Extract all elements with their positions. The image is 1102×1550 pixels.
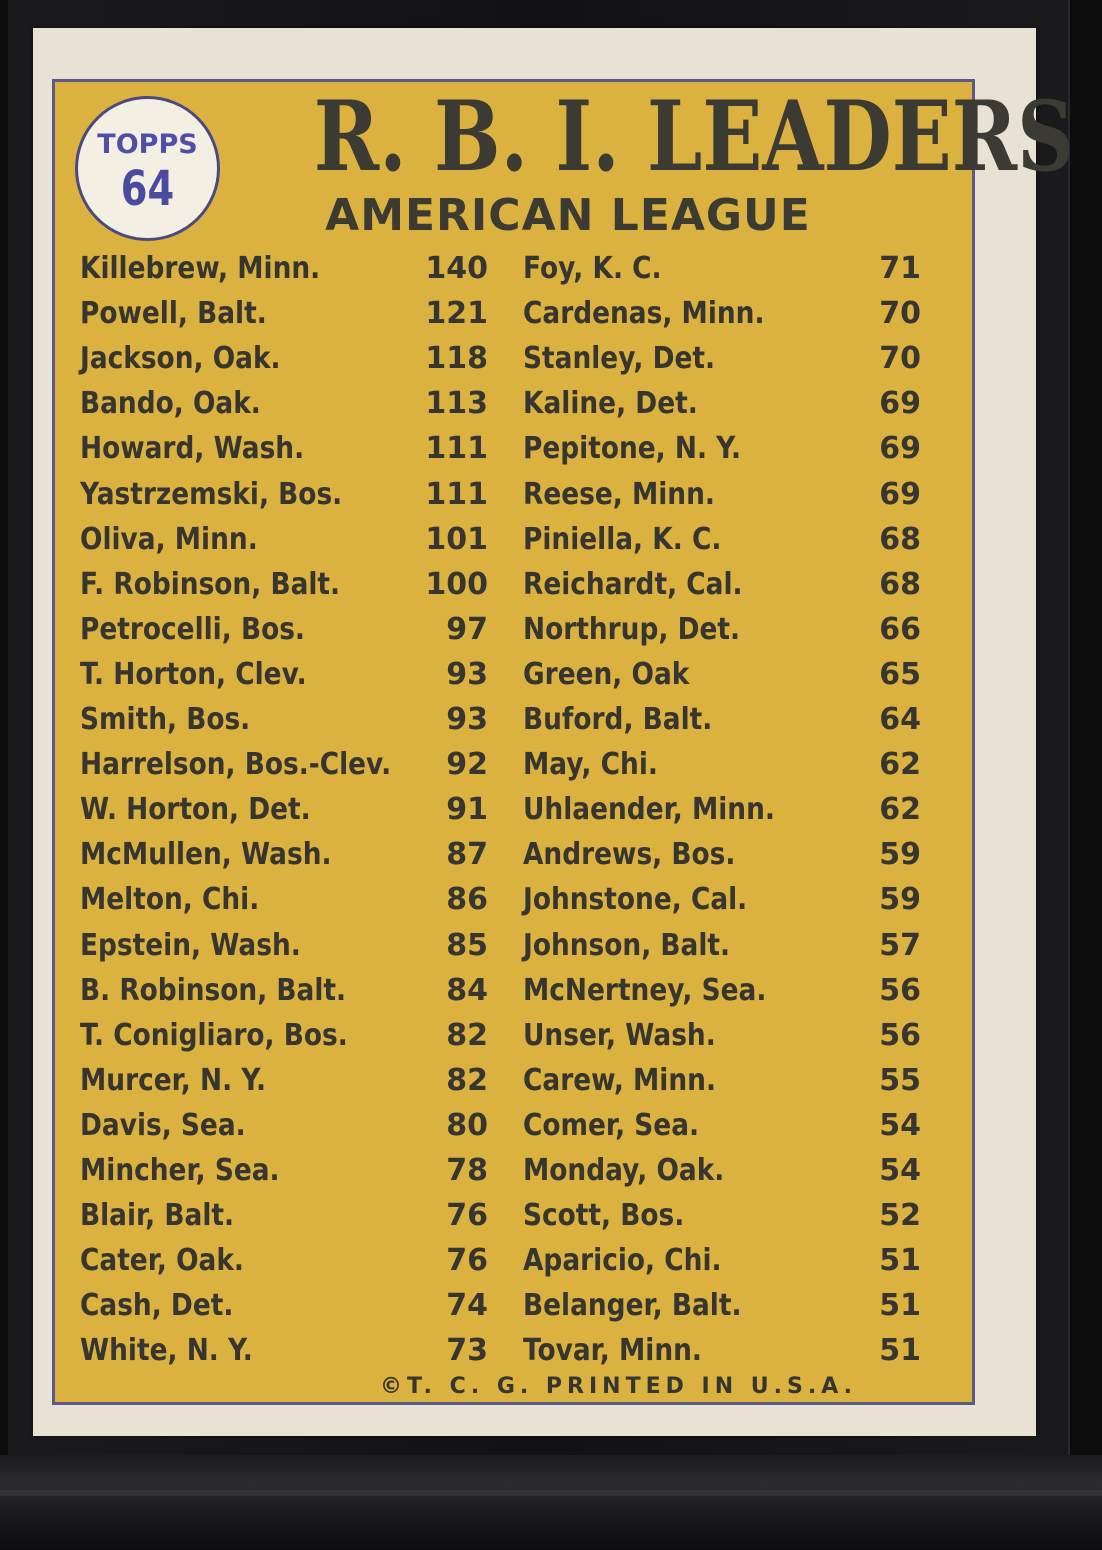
rbi-value: 113 xyxy=(425,386,488,422)
player-name: McNertney, Sea. xyxy=(523,972,767,1008)
leader-row xyxy=(523,610,921,650)
leader-row xyxy=(523,1151,921,1191)
leader-row xyxy=(523,790,921,830)
rbi-value: 111 xyxy=(425,476,488,512)
player-name: Unser, Wash. xyxy=(523,1017,716,1053)
player-name: Green, Oak xyxy=(523,656,690,692)
leader-row xyxy=(523,655,921,695)
player-name: Carew, Minn. xyxy=(523,1062,716,1098)
leader-row xyxy=(80,339,488,379)
leader-row xyxy=(523,520,921,560)
player-name: T. Horton, Clev. xyxy=(80,656,307,692)
rbi-value: 84 xyxy=(446,972,488,1008)
rbi-value: 52 xyxy=(879,1198,921,1234)
rbi-value: 92 xyxy=(446,747,488,783)
leader-row xyxy=(80,520,488,560)
leader-row xyxy=(80,1061,488,1101)
rbi-value: 74 xyxy=(446,1288,488,1324)
rbi-value: 121 xyxy=(425,296,488,332)
rbi-value: 82 xyxy=(446,1062,488,1098)
rbi-value: 86 xyxy=(446,882,488,918)
topps-badge xyxy=(75,96,220,241)
rbi-value: 91 xyxy=(446,792,488,828)
rbi-value: 59 xyxy=(879,837,921,873)
player-name: Melton, Chi. xyxy=(80,882,260,918)
player-name: Cardenas, Minn. xyxy=(523,296,765,332)
player-name: Comer, Sea. xyxy=(523,1107,700,1143)
player-name: Blair, Balt. xyxy=(80,1198,235,1234)
player-name: W. Horton, Det. xyxy=(80,792,311,828)
leader-row xyxy=(80,249,488,289)
player-name: Yastrzemski, Bos. xyxy=(80,476,343,512)
leader-row xyxy=(523,1331,921,1371)
leader-row xyxy=(523,745,921,785)
rbi-value: 76 xyxy=(446,1198,488,1234)
leader-row xyxy=(80,1106,488,1146)
leader-row xyxy=(80,880,488,920)
player-name: Northrup, Det. xyxy=(523,611,741,647)
leader-row xyxy=(523,429,921,469)
leader-row xyxy=(80,1151,488,1191)
leader-row xyxy=(523,1196,921,1236)
rbi-value: 71 xyxy=(879,251,921,286)
badge-brand: TOPPS xyxy=(97,129,198,160)
player-name: F. Robinson, Balt. xyxy=(80,566,341,602)
player-name: Killebrew, Minn. xyxy=(80,251,321,286)
player-name: Kaline, Det. xyxy=(523,386,698,422)
card-holder-ridge xyxy=(0,1490,1102,1496)
player-name: Stanley, Det. xyxy=(523,341,716,377)
rbi-value: 100 xyxy=(425,566,488,602)
leader-row xyxy=(523,880,921,920)
player-name: Cater, Oak. xyxy=(80,1243,244,1279)
rbi-value: 85 xyxy=(446,927,488,963)
rbi-value: 70 xyxy=(879,296,921,332)
leader-row xyxy=(80,1016,488,1056)
leader-row xyxy=(523,926,921,966)
card-subtitle: AMERICAN LEAGUE xyxy=(325,190,811,241)
rbi-value: 66 xyxy=(879,611,921,647)
rbi-value: 68 xyxy=(879,521,921,557)
leader-row xyxy=(80,655,488,695)
player-name: Oliva, Minn. xyxy=(80,521,258,557)
leader-row xyxy=(80,835,488,875)
leader-row xyxy=(80,926,488,966)
player-name: May, Chi. xyxy=(523,747,658,783)
player-name: Tovar, Minn. xyxy=(523,1333,702,1369)
leader-row xyxy=(80,1241,488,1281)
rbi-value: 93 xyxy=(446,702,488,737)
leader-row xyxy=(80,610,488,650)
rbi-value: 140 xyxy=(425,251,488,286)
rbi-value: 101 xyxy=(425,521,488,557)
player-name: Buford, Balt. xyxy=(523,702,713,737)
player-name: Cash, Det. xyxy=(80,1288,234,1324)
leader-row xyxy=(80,700,488,740)
leader-row xyxy=(80,565,488,605)
leader-row xyxy=(80,1331,488,1371)
player-name: Uhlaender, Minn. xyxy=(523,792,775,828)
leader-row xyxy=(523,249,921,289)
rbi-value: 57 xyxy=(879,927,921,963)
player-name: Aparicio, Chi. xyxy=(523,1243,722,1279)
rbi-value: 69 xyxy=(879,431,921,467)
leader-row xyxy=(523,835,921,875)
leader-row xyxy=(523,565,921,605)
rbi-value: 51 xyxy=(879,1288,921,1324)
rbi-value: 68 xyxy=(879,566,921,602)
rbi-value: 54 xyxy=(879,1107,921,1143)
player-name: Reichardt, Cal. xyxy=(523,566,743,602)
leader-row xyxy=(80,429,488,469)
leader-row xyxy=(80,971,488,1011)
rbi-value: 97 xyxy=(446,611,488,647)
leader-row xyxy=(523,475,921,515)
player-name: Piniella, K. C. xyxy=(523,521,722,557)
leader-row xyxy=(523,294,921,334)
rbi-value: 56 xyxy=(879,1017,921,1053)
rbi-value: 69 xyxy=(879,386,921,422)
leader-row xyxy=(80,1286,488,1326)
player-name: Howard, Wash. xyxy=(80,431,305,467)
card-footer: ©T. C. G. PRINTED IN U.S.A. xyxy=(380,1374,858,1399)
leader-row xyxy=(523,700,921,740)
rbi-value: 82 xyxy=(446,1017,488,1053)
player-name: Pepitone, N. Y. xyxy=(523,431,741,467)
rbi-value: 54 xyxy=(879,1153,921,1188)
leader-row xyxy=(523,384,921,424)
leader-row xyxy=(523,1016,921,1056)
player-name: Mincher, Sea. xyxy=(80,1153,280,1188)
player-name: Petrocelli, Bos. xyxy=(80,611,305,647)
leader-row xyxy=(523,1241,921,1281)
leader-row xyxy=(80,790,488,830)
leader-row xyxy=(523,971,921,1011)
player-name: Monday, Oak. xyxy=(523,1153,725,1188)
rbi-value: 69 xyxy=(879,476,921,512)
player-name: Smith, Bos. xyxy=(80,702,251,737)
player-name: T. Conigliaro, Bos. xyxy=(80,1017,348,1053)
player-name: Foy, K. C. xyxy=(523,251,662,286)
rbi-value: 51 xyxy=(879,1243,921,1279)
player-name: Powell, Balt. xyxy=(80,296,267,332)
player-name: Bando, Oak. xyxy=(80,386,261,422)
leader-row xyxy=(80,475,488,515)
card-holder-bottom xyxy=(0,1455,1102,1550)
rbi-value: 78 xyxy=(446,1153,488,1188)
rbi-value: 111 xyxy=(425,431,488,467)
card-title: R. B. I. LEADERS xyxy=(313,80,1074,193)
rbi-value: 65 xyxy=(879,656,921,692)
rbi-value: 62 xyxy=(879,747,921,783)
player-name: Murcer, N. Y. xyxy=(80,1062,267,1098)
rbi-value: 118 xyxy=(425,341,488,377)
rbi-value: 64 xyxy=(879,702,921,737)
rbi-value: 55 xyxy=(879,1062,921,1098)
leader-row xyxy=(80,384,488,424)
leader-row xyxy=(523,1106,921,1146)
leader-row xyxy=(523,339,921,379)
rbi-value: 87 xyxy=(446,837,488,873)
leader-row xyxy=(523,1061,921,1101)
rbi-value: 56 xyxy=(879,972,921,1008)
rbi-value: 62 xyxy=(879,792,921,828)
rbi-value: 51 xyxy=(879,1333,921,1369)
leader-row xyxy=(80,1196,488,1236)
player-name: Davis, Sea. xyxy=(80,1107,246,1143)
rbi-value: 93 xyxy=(446,656,488,692)
player-name: Reese, Minn. xyxy=(523,476,715,512)
leader-row xyxy=(523,1286,921,1326)
leader-row xyxy=(80,745,488,785)
rbi-value: 70 xyxy=(879,341,921,377)
player-name: Epstein, Wash. xyxy=(80,927,301,963)
rbi-value: 59 xyxy=(879,882,921,918)
card-number: 64 xyxy=(120,161,175,217)
player-name: B. Robinson, Balt. xyxy=(80,972,347,1008)
rbi-value: 76 xyxy=(446,1243,488,1279)
player-name: Belanger, Balt. xyxy=(523,1288,742,1324)
rbi-value: 80 xyxy=(446,1107,488,1143)
player-name: Johnson, Balt. xyxy=(523,927,731,963)
player-name: White, N. Y. xyxy=(80,1333,253,1369)
player-name: Johnstone, Cal. xyxy=(523,882,748,918)
leader-row xyxy=(80,294,488,334)
player-name: Harrelson, Bos.-Clev. xyxy=(80,747,392,783)
player-name: Scott, Bos. xyxy=(523,1198,685,1234)
player-name: Jackson, Oak. xyxy=(80,341,281,377)
player-name: McMullen, Wash. xyxy=(80,837,332,873)
player-name: Andrews, Bos. xyxy=(523,837,736,873)
rbi-value: 73 xyxy=(446,1333,488,1369)
